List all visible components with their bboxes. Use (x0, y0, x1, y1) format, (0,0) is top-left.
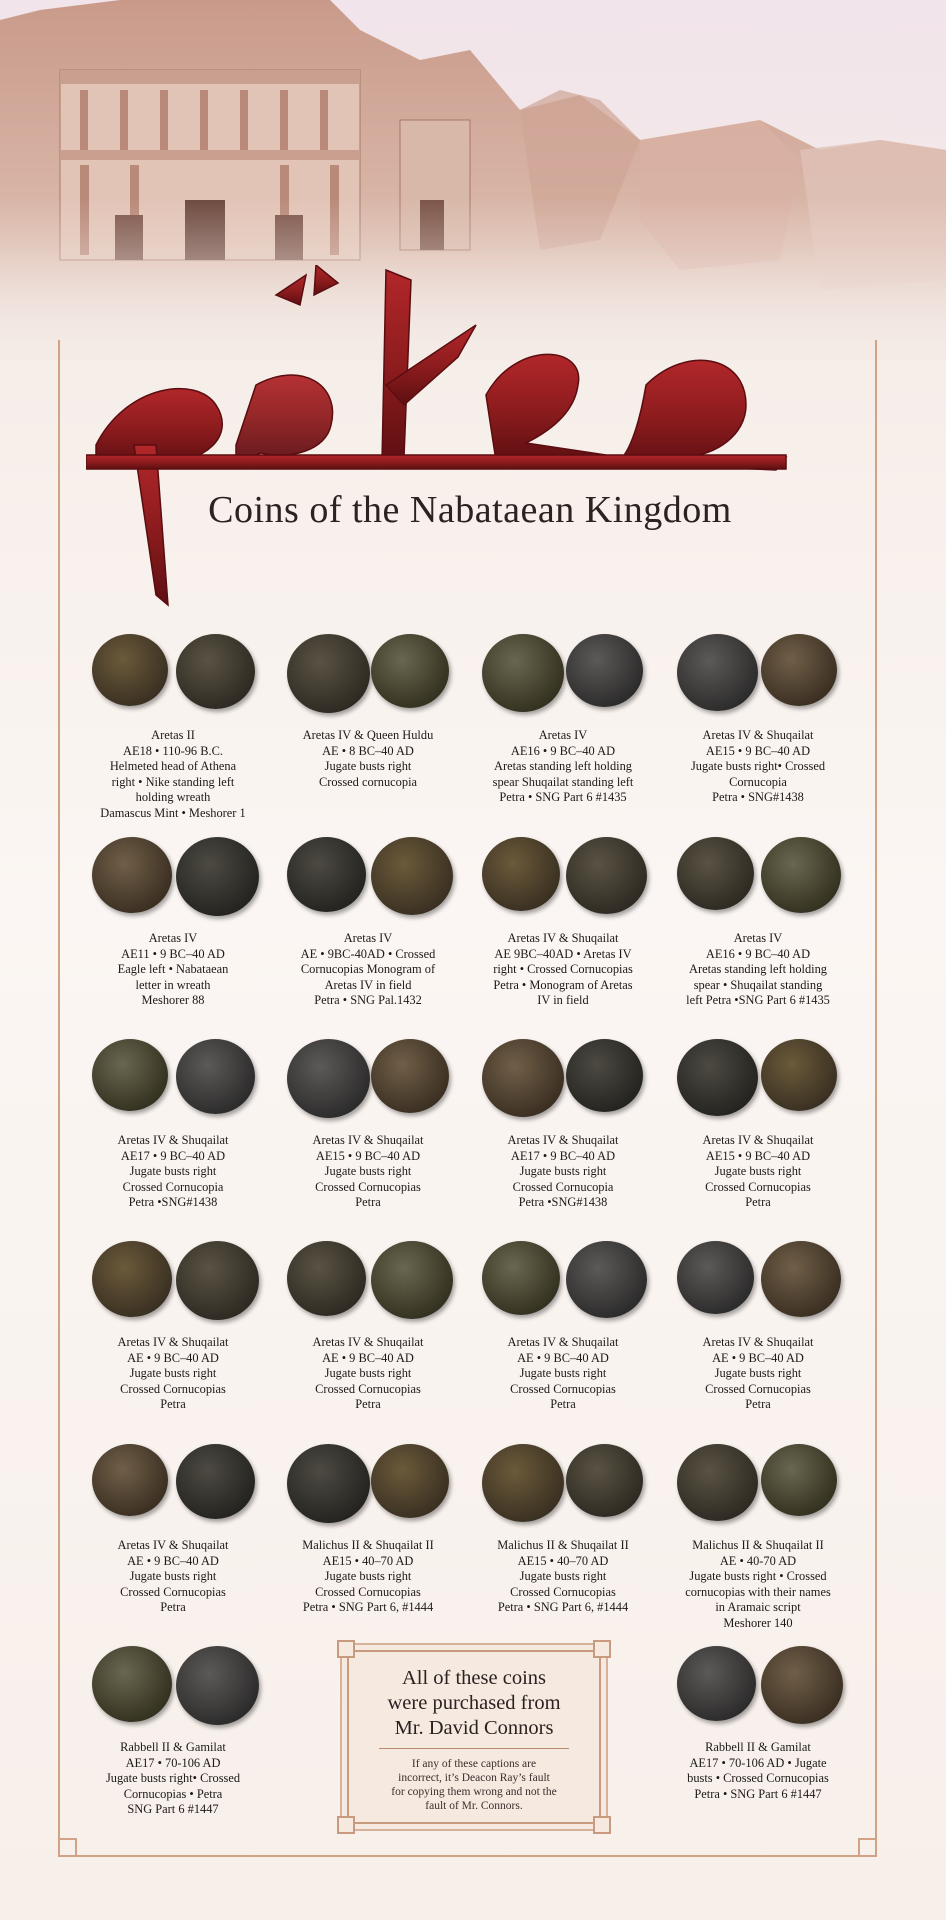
coin-caption-line: Jugate busts right (129, 1366, 217, 1381)
coin-caption (663, 1538, 853, 1632)
coin-caption-line: Crossed Cornucopias (705, 1381, 811, 1396)
coin-caption-line: Meshorer 140 (723, 1615, 793, 1630)
coin-photo-pair (88, 1035, 258, 1125)
coin-caption-line: Meshorer 88 (141, 993, 205, 1008)
coin-photo-pair (88, 630, 258, 720)
coin-entry (468, 1440, 658, 1616)
coin-entry (78, 630, 268, 822)
coin-obverse-photo (92, 1646, 172, 1722)
coin-caption-line: Helmeted head of Athena (109, 759, 237, 774)
coin-caption-line: cornucopias with their names (685, 1584, 831, 1599)
coin-caption-line: Crossed Cornucopia (512, 1179, 614, 1194)
coin-obverse-photo (92, 1039, 168, 1111)
coin-caption (468, 1538, 658, 1616)
coin-caption (273, 728, 463, 790)
coin-caption (78, 931, 268, 1009)
coin-entry (78, 833, 268, 1009)
coin-caption-line: AE • 9 BC–40 AD (712, 1350, 804, 1365)
coin-caption-line: Aretas standing left holding (689, 962, 827, 977)
coin-caption-line: spear Shuqailat standing left (492, 774, 634, 789)
coin-caption-line: Aretas IV (733, 931, 783, 945)
coin-caption-line: Jugate busts right (714, 1366, 802, 1381)
coin-caption-line: Aretas IV & Shuqailat (117, 1335, 229, 1349)
coin-obverse-photo (482, 634, 564, 712)
coin-caption-line: AE18 • 110-96 B.C. (123, 743, 223, 758)
coin-obverse-photo (482, 1039, 564, 1117)
coin-obverse-photo (92, 1444, 168, 1516)
plaque-corner-bl (337, 1816, 355, 1834)
coin-caption-line: Aretas IV & Shuqailat (702, 1335, 814, 1349)
coin-caption-line: AE15 • 9 BC–40 AD (705, 743, 811, 758)
coin-obverse-photo (677, 634, 758, 711)
coin-caption (78, 1740, 268, 1818)
coin-caption-line: Aretas IV & Queen Huldu (302, 728, 434, 742)
frame-right-line (875, 340, 877, 1840)
coin-photo-pair (478, 1440, 648, 1530)
coin-caption-line: Malichus II & Shuqailat II (302, 1538, 434, 1552)
coin-reverse-photo (176, 1444, 255, 1519)
coin-reverse-photo (176, 1646, 259, 1725)
coin-reverse-photo (566, 634, 643, 707)
coin-caption-line: Aretas IV & Shuqailat (507, 931, 619, 945)
coin-reverse-photo (371, 1241, 453, 1319)
coin-photo-pair (88, 1237, 258, 1327)
coin-entry (78, 1237, 268, 1413)
coin-caption-line: Aretas IV & Shuqailat (702, 728, 814, 742)
coin-entry (273, 1237, 463, 1413)
coin-caption-line: AE16 • 9 BC–40 AD (510, 743, 616, 758)
coin-caption-line: Petra (550, 1397, 576, 1412)
coin-caption (78, 1335, 268, 1413)
frame-left-line (58, 340, 60, 1840)
coin-reverse-photo (176, 1241, 259, 1320)
coin-photo-pair (88, 1642, 258, 1732)
coin-caption-line: AE11 • 9 BC–40 AD (121, 946, 225, 961)
coin-caption-line: AE17 • 70-106 AD • Jugate (689, 1755, 827, 1770)
coin-caption-line: Aretas IV (538, 728, 588, 742)
coin-caption-line: left Petra •SNG Part 6 #1435 (686, 993, 830, 1008)
coin-obverse-photo (287, 837, 366, 912)
coin-caption-line: spear • Shuqailat standing (693, 977, 823, 992)
coin-caption-line: right • Crossed Cornucopias (493, 962, 633, 977)
coin-obverse-photo (287, 1039, 370, 1118)
coin-caption-line: Jugate busts right (324, 1164, 412, 1179)
coin-entry (663, 833, 853, 1009)
coin-caption-line: Damascus Mint • Meshorer 1 (100, 805, 246, 820)
coin-entry (78, 1035, 268, 1211)
coin-caption-line: Cornucopia (729, 774, 787, 789)
coin-caption-line: Crossed Cornucopias (315, 1584, 421, 1599)
coin-caption-line: Jugate busts right• Crossed (105, 1771, 241, 1786)
coin-caption-line: Petra • SNG Part 6 #1447 (694, 1786, 822, 1801)
coin-caption-line: Eagle left • Nabataean (117, 962, 229, 977)
coin-caption (273, 1538, 463, 1616)
coin-caption (663, 728, 853, 806)
plaque-headline-line: were purchased from (387, 1692, 561, 1714)
coin-photo-pair (673, 833, 843, 923)
coin-caption-line: Aretas IV & Shuqailat (702, 1133, 814, 1147)
coin-caption-line: in Aramaic script (715, 1600, 801, 1615)
petra-logo (86, 265, 866, 610)
coin-caption (663, 1740, 853, 1802)
coin-photo-pair (88, 1440, 258, 1530)
coin-obverse-photo (92, 1241, 172, 1317)
coin-obverse-photo (92, 837, 172, 913)
coin-caption-line: Petra (160, 1600, 186, 1615)
coin-reverse-photo (371, 1039, 449, 1113)
coin-reverse-photo (371, 634, 449, 708)
coin-entry (663, 1642, 853, 1802)
coin-obverse-photo (677, 1241, 754, 1314)
coin-caption-line: Petra (355, 1195, 381, 1210)
plaque-disclaimer-line: incorrect, it’s Deacon Ray’s fault (398, 1772, 550, 1784)
coin-caption-line: AE 9BC–40AD • Aretas IV (494, 946, 632, 961)
coin-reverse-photo (566, 1039, 643, 1112)
coin-entry (468, 1237, 658, 1413)
coin-photo-pair (673, 1035, 843, 1125)
coin-caption-line: AE • 9 BC–40 AD (322, 1350, 414, 1365)
coin-caption-line: Rabbell II & Gamilat (705, 1740, 811, 1754)
coin-caption-line: AE • 40-70 AD (719, 1553, 797, 1568)
coin-caption-line: AE • 9 BC–40 AD (127, 1350, 219, 1365)
page-subtitle: Coins of the Nabataean Kingdom (208, 489, 732, 531)
coin-reverse-photo (176, 1039, 255, 1114)
purchase-notice-plaque (347, 1650, 601, 1824)
coin-photo-pair (673, 630, 843, 720)
coin-obverse-photo (92, 634, 168, 706)
coin-caption-line: Jugate busts right (129, 1164, 217, 1179)
coin-caption-line: Petra • SNG#1438 (712, 790, 804, 805)
coin-caption-line: AE • 9BC-40AD • Crossed (300, 946, 436, 961)
frame-corner-right (858, 1838, 877, 1857)
coin-obverse-photo (287, 634, 370, 713)
coin-caption-line: Jugate busts right (519, 1366, 607, 1381)
plaque-corner-tl (337, 1640, 355, 1658)
coin-caption-line: Aretas IV & Shuqailat (507, 1133, 619, 1147)
plaque-disclaimer-line: If any of these captions are (411, 1758, 537, 1770)
coin-photo-pair (283, 833, 453, 923)
coin-caption (273, 1335, 463, 1413)
coin-caption-line: Petra •SNG#1438 (128, 1195, 218, 1210)
coin-reverse-photo (176, 634, 255, 709)
coin-reverse-photo (761, 1646, 843, 1724)
coin-reverse-photo (566, 1444, 643, 1517)
coin-caption-line: Crossed Cornucopias (120, 1381, 226, 1396)
coin-obverse-photo (287, 1241, 366, 1316)
coin-reverse-photo (761, 1241, 841, 1317)
coin-entry (663, 1035, 853, 1211)
coin-caption-line: Crossed cornucopia (318, 774, 418, 789)
coin-entry (468, 1035, 658, 1211)
coin-photo-pair (673, 1440, 843, 1530)
coin-caption-line: Malichus II & Shuqailat II (497, 1538, 629, 1552)
coin-obverse-photo (482, 1241, 560, 1315)
coin-caption-line: Crossed Cornucopias (510, 1584, 616, 1599)
plaque-corner-br (593, 1816, 611, 1834)
coin-obverse-photo (482, 1444, 564, 1522)
coin-caption-line: AE15 • 40–70 AD (517, 1553, 609, 1568)
coin-entry (663, 1237, 853, 1413)
coin-caption (468, 1133, 658, 1211)
coin-caption-line: letter in wreath (135, 977, 211, 992)
coin-caption-line: Aretas IV (343, 931, 393, 945)
coin-entry (78, 1642, 268, 1818)
coin-caption (78, 728, 268, 822)
coin-obverse-photo (677, 1646, 756, 1721)
coin-caption (468, 931, 658, 1009)
coin-caption-line: Malichus II & Shuqailat II (692, 1538, 824, 1552)
coin-caption-line: Aretas IV & Shuqailat (117, 1133, 229, 1147)
coin-obverse-photo (677, 1444, 758, 1521)
coin-caption-line: Petra • Monogram of Aretas (493, 977, 633, 992)
coin-reverse-photo (761, 634, 837, 706)
coin-photo-pair (283, 1440, 453, 1530)
coin-entry (273, 1035, 463, 1211)
coin-caption-line: AE15 • 9 BC–40 AD (315, 1148, 421, 1163)
coin-caption (468, 1335, 658, 1413)
coin-caption-line: busts • Crossed Cornucopias (687, 1771, 829, 1786)
coin-caption-line: AE16 • 9 BC–40 AD (705, 946, 811, 961)
coin-obverse-photo (482, 837, 560, 911)
coin-caption-line: IV in field (537, 993, 589, 1008)
coin-caption-line: AE • 8 BC–40 AD (322, 743, 414, 758)
plaque-disclaimer (349, 1757, 599, 1813)
coin-photo-pair (88, 833, 258, 923)
plaque-disclaimer-line: fault of Mr. Connors. (425, 1800, 523, 1812)
coin-caption-line: Aretas IV & Shuqailat (507, 1335, 619, 1349)
coin-caption-line: Petra (160, 1397, 186, 1412)
coin-caption-line: Crossed Cornucopias (705, 1179, 811, 1194)
coin-photo-pair (673, 1642, 843, 1732)
plaque-headline-line: All of these coins (401, 1667, 547, 1689)
coin-caption (273, 1133, 463, 1211)
plaque-disclaimer-line: for copying them wrong and not the (391, 1786, 557, 1798)
coin-reverse-photo (761, 1444, 837, 1516)
coin-entry (468, 833, 658, 1009)
coin-caption-line: SNG Part 6 #1447 (127, 1802, 219, 1817)
coin-caption-line: Aretas IV & Shuqailat (312, 1133, 424, 1147)
coin-caption-line: Jugate busts right (324, 1569, 412, 1584)
coin-caption-line: Jugate busts right• Crossed (690, 759, 826, 774)
coin-caption-line: Cornucopias Monogram of (300, 962, 436, 977)
coin-reverse-photo (176, 837, 259, 916)
plaque-headline (349, 1666, 599, 1741)
coin-caption-line: Aretas II (151, 728, 195, 742)
coin-caption-line: AE • 9 BC–40 AD (517, 1350, 609, 1365)
coin-caption-line: Jugate busts right (129, 1569, 217, 1584)
coin-caption-line: right • Nike standing left (111, 774, 235, 789)
coin-reverse-photo (566, 837, 647, 914)
coin-caption-line: holding wreath (135, 790, 211, 805)
coin-caption-line: AE17 • 9 BC–40 AD (510, 1148, 616, 1163)
coin-caption (663, 1335, 853, 1413)
coin-entry (663, 1440, 853, 1632)
coin-photo-pair (478, 833, 648, 923)
coin-caption (78, 1133, 268, 1211)
frame-corner-left (58, 1838, 77, 1857)
coin-caption-line: Petra (745, 1195, 771, 1210)
frame-bottom-line (75, 1855, 860, 1857)
coin-entry (273, 833, 463, 1009)
coin-caption-line: Petra • SNG Pal.1432 (314, 993, 422, 1008)
plaque-headline-line: Mr. David Connors (394, 1717, 554, 1739)
coin-caption-line: Petra • SNG Part 6, #1444 (302, 1600, 434, 1615)
coin-caption-line: Petra • SNG Part 6 #1435 (499, 790, 627, 805)
coin-entry (663, 630, 853, 806)
coin-caption-line: Petra (745, 1397, 771, 1412)
coin-obverse-photo (287, 1444, 370, 1523)
coin-obverse-photo (677, 837, 754, 910)
coin-entry (273, 630, 463, 790)
coin-caption-line: Jugate busts right (519, 1164, 607, 1179)
coin-photo-pair (283, 1237, 453, 1327)
coin-caption-line: Petra •SNG#1438 (518, 1195, 608, 1210)
coin-caption-line: Crossed Cornucopias (315, 1381, 421, 1396)
coin-caption-line: Jugate busts right (324, 1366, 412, 1381)
coin-caption-line: AE15 • 9 BC–40 AD (705, 1148, 811, 1163)
coin-caption-line: Crossed Cornucopias (315, 1179, 421, 1194)
coin-reverse-photo (761, 837, 841, 913)
coin-photo-pair (478, 1237, 648, 1327)
coin-reverse-photo (566, 1241, 647, 1318)
coin-caption-line: Aretas standing left holding (494, 759, 632, 774)
coin-caption-line: Jugate busts right (714, 1164, 802, 1179)
coin-caption-line: AE17 • 70-106 AD (125, 1755, 221, 1770)
coin-caption-line: Aretas IV (148, 931, 198, 945)
coin-caption-line: Aretas IV & Shuqailat (312, 1335, 424, 1349)
coin-caption-line: AE17 • 9 BC–40 AD (120, 1148, 226, 1163)
coin-reverse-photo (371, 1444, 449, 1518)
coin-caption-line: Jugate busts right (324, 759, 412, 774)
coin-caption (273, 931, 463, 1009)
coin-caption-line: Crossed Cornucopia (122, 1179, 224, 1194)
coin-entry (273, 1440, 463, 1616)
coin-caption-line: Jugate busts right • Crossed (689, 1569, 827, 1584)
coin-caption-line: Crossed Cornucopias (120, 1584, 226, 1599)
coin-photo-pair (673, 1237, 843, 1327)
coin-entry (78, 1440, 268, 1616)
coin-photo-pair (478, 1035, 648, 1125)
coin-caption (663, 1133, 853, 1211)
coin-caption-line: Petra • SNG Part 6, #1444 (497, 1600, 629, 1615)
coin-caption-line: AE • 9 BC–40 AD (127, 1553, 219, 1568)
coin-caption (78, 1538, 268, 1616)
coin-caption-line: Aretas IV & Shuqailat (117, 1538, 229, 1552)
coin-entry (468, 630, 658, 806)
coin-obverse-photo (677, 1039, 758, 1116)
coin-caption (468, 728, 658, 806)
coin-photo-pair (478, 630, 648, 720)
plaque-corner-tr (593, 1640, 611, 1658)
coin-caption-line: Cornucopias • Petra (123, 1786, 223, 1801)
coin-caption-line: Aretas IV in field (324, 977, 412, 992)
coin-photo-pair (283, 630, 453, 720)
coin-caption-line: Rabbell II & Gamilat (120, 1740, 226, 1754)
coin-caption-line: Jugate busts right (519, 1569, 607, 1584)
coin-reverse-photo (371, 837, 453, 915)
coin-caption (663, 931, 853, 1009)
coin-caption-line: AE15 • 40–70 AD (322, 1553, 414, 1568)
coin-reverse-photo (761, 1039, 837, 1111)
coin-caption-line: Petra (355, 1397, 381, 1412)
coin-photo-pair (283, 1035, 453, 1125)
plaque-divider (379, 1748, 569, 1749)
coin-caption-line: Crossed Cornucopias (510, 1381, 616, 1396)
